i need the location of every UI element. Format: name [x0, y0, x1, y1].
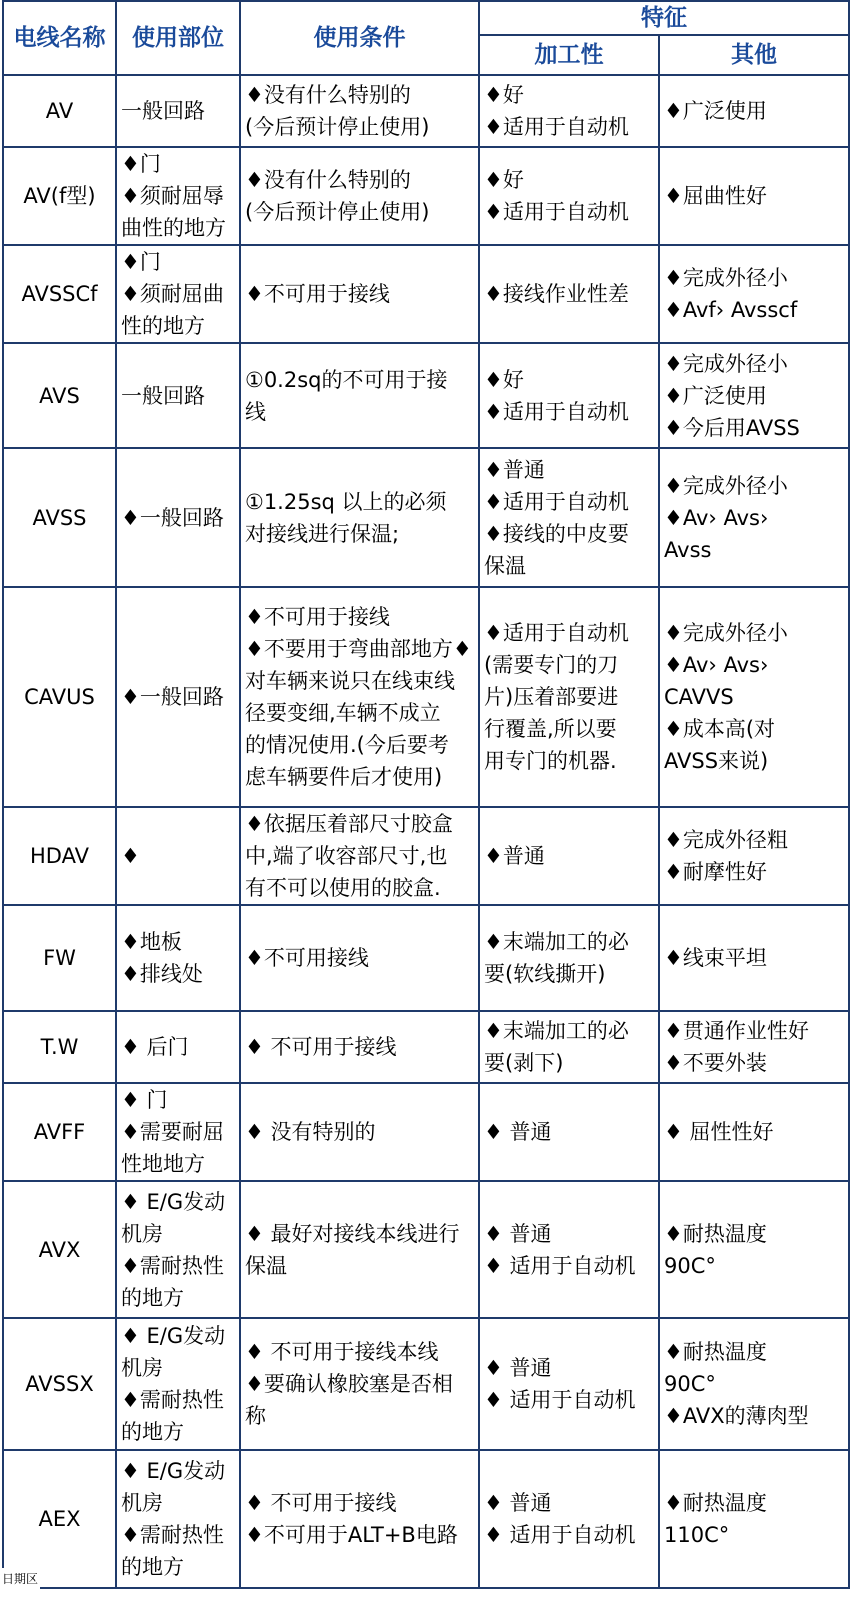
cell-processing [479, 245, 659, 343]
header-processing: 加工性 [479, 35, 659, 75]
cell-line: ♦ 屈性性好 [664, 1120, 774, 1144]
cell-line: 要(剥下) [484, 1051, 564, 1075]
cell-wire-name: HDAV [3, 807, 116, 905]
cell-line: ♦成本高(对 [664, 717, 776, 741]
cell-processing [479, 1011, 659, 1083]
cell-usage-condition [240, 147, 479, 245]
cell-line: ♦ 适用于自动机 [484, 1253, 636, 1278]
cell-line: 有不可以使用的胶盒. [245, 876, 441, 900]
cell-processing [479, 1083, 659, 1181]
cell-line: ♦须耐屈辱 [121, 184, 224, 208]
cell-line: ♦不要用于弯曲部地方♦ [245, 637, 472, 661]
cell-usage-condition [240, 1318, 479, 1450]
cell-line: 径要变细,车辆不成立 [245, 701, 441, 725]
cell-line: ♦ [121, 844, 140, 868]
table-row [3, 245, 849, 343]
cell-usage-condition [240, 1011, 479, 1083]
cell-usage-condition [240, 587, 479, 807]
cell-line: ♦ 普通 [484, 1491, 552, 1515]
cell-line: ♦耐热温度 [664, 1221, 767, 1246]
cell-line: ♦ 没有特别的 [245, 1120, 376, 1144]
cell-line: ♦完成外径小 [664, 351, 788, 376]
header-features: 特征 [479, 1, 849, 35]
cell-line: ①0.2sq的不可用于接 [245, 367, 448, 392]
table-body [3, 75, 849, 1588]
cell-line: ♦普通 [484, 844, 545, 868]
cell-processing [479, 807, 659, 905]
cell-usage-location [116, 1450, 240, 1588]
cell-wire-name: AVSSCf [3, 245, 116, 343]
cell-wire-name: AV [3, 75, 116, 147]
cell-line: ♦须耐屈曲 [121, 282, 224, 306]
cell-usage-location [116, 343, 240, 448]
cell-other [659, 1083, 849, 1181]
cell-line: ♦适用于自动机 [484, 399, 629, 424]
cell-line: ♦门 [121, 250, 161, 274]
cell-line: ♦ E/G发动 [121, 1459, 226, 1483]
cell-line: 一般回路 [121, 99, 205, 123]
table-row [3, 905, 849, 1011]
cell-line: ♦需耐热性 [121, 1388, 224, 1412]
table-row [3, 343, 849, 448]
cell-usage-condition [240, 905, 479, 1011]
cell-processing [479, 1450, 659, 1588]
cell-line: 线 [245, 399, 266, 424]
cell-line: ♦贯通作业性好 [664, 1019, 809, 1043]
cell-processing [479, 587, 659, 807]
cell-line: 90C° [664, 1372, 716, 1396]
cell-line: ♦适用于自动机 [484, 200, 629, 224]
cell-usage-location [116, 905, 240, 1011]
cell-other [659, 905, 849, 1011]
cell-line: 一般回路 [121, 383, 205, 408]
cell-processing [479, 905, 659, 1011]
cell-line: ♦没有什么特别的 [245, 168, 411, 192]
cell-other [659, 807, 849, 905]
cell-processing [479, 1318, 659, 1450]
cell-line: ♦ 门 [121, 1088, 168, 1112]
table-row [3, 1450, 849, 1588]
cell-line: ♦ E/G发动 [121, 1189, 226, 1214]
cell-processing [479, 448, 659, 587]
cell-line: ♦ 普通 [484, 1356, 552, 1380]
cell-other [659, 448, 849, 587]
cell-line: ♦ 最好对接线本线进行 [245, 1221, 460, 1246]
cell-line: ♦门 [121, 152, 161, 176]
cell-line: ♦依据压着部尺寸胶盒 [245, 812, 453, 836]
cell-line: 性的地方 [121, 314, 205, 338]
cell-line: ♦接线的中皮要 [484, 521, 629, 546]
cell-line: ♦要确认橡胶塞是否相 [245, 1372, 453, 1396]
cell-usage-condition [240, 1083, 479, 1181]
cell-wire-name: AVSS [3, 448, 116, 587]
cell-usage-condition [240, 1450, 479, 1588]
cell-line: 的地方 [121, 1285, 184, 1310]
cell-line: ♦屈曲性好 [664, 184, 767, 208]
cell-line: 对车辆来说只在线束线 [245, 669, 455, 693]
cell-line: 机房 [121, 1356, 163, 1380]
table-row [3, 1318, 849, 1450]
date-area-label: 日期区 [0, 1568, 40, 1590]
cell-wire-name: AV(f型) [3, 147, 116, 245]
cell-line: ♦ 适用于自动机 [484, 1388, 636, 1412]
cell-other [659, 1011, 849, 1083]
cell-usage-location [116, 1011, 240, 1083]
cell-line: ♦好 [484, 83, 524, 107]
cell-line: CAVVS [664, 685, 734, 709]
cell-line: ♦完成外径小 [664, 266, 788, 290]
cell-usage-location [116, 147, 240, 245]
cell-other [659, 343, 849, 448]
cell-usage-location [116, 807, 240, 905]
cell-line: 片)压着部要进 [484, 685, 619, 709]
cell-line: 曲性的地方 [121, 216, 226, 240]
cell-line: 中,端了收容部尺寸,也 [245, 844, 448, 868]
cell-line: 110C° [664, 1523, 730, 1547]
table-row [3, 448, 849, 587]
cell-wire-name: AVS [3, 343, 116, 448]
cell-other [659, 1450, 849, 1588]
cell-line: ♦适用于自动机 [484, 115, 629, 139]
cell-line: (今后预计停止使用) [245, 200, 430, 224]
cell-line: 对接线进行保温; [245, 521, 400, 546]
cell-wire-name: T.W [3, 1011, 116, 1083]
cell-line: ♦适用于自动机 [484, 489, 629, 514]
cell-line: 机房 [121, 1491, 163, 1515]
cell-other [659, 1181, 849, 1318]
cell-line: ♦末端加工的必 [484, 930, 629, 954]
cell-line: ♦不可用接线 [245, 946, 369, 970]
header-other: 其他 [659, 35, 849, 75]
table-row [3, 1011, 849, 1083]
cell-line: 机房 [121, 1221, 163, 1246]
cell-line: ♦线束平坦 [664, 946, 767, 970]
cell-usage-location [116, 75, 240, 147]
cell-line: ①1.25sq 以上的必须 [245, 489, 447, 514]
cell-line: ♦ E/G发动 [121, 1324, 226, 1348]
cell-usage-location [116, 448, 240, 587]
cell-line: ♦没有什么特别的 [245, 83, 411, 107]
cell-usage-condition [240, 75, 479, 147]
table-row [3, 1083, 849, 1181]
cell-usage-location [116, 245, 240, 343]
cell-other [659, 147, 849, 245]
cell-line: 行覆盖,所以要 [484, 717, 617, 741]
cell-usage-condition [240, 1181, 479, 1318]
header-usage-condition: 使用条件 [240, 1, 479, 75]
cell-line: 称 [245, 1404, 266, 1428]
cell-line: ♦不可用于接线 [245, 605, 390, 629]
cell-line: ♦一般回路 [121, 685, 224, 709]
cell-processing [479, 343, 659, 448]
cell-line: Avss [664, 537, 712, 562]
cell-wire-name: AVSSX [3, 1318, 116, 1450]
cell-wire-name: CAVUS [3, 587, 116, 807]
cell-usage-condition [240, 448, 479, 587]
cell-line: (需要专门的刀 [484, 653, 619, 677]
cell-usage-location [116, 1181, 240, 1318]
table-row [3, 587, 849, 807]
cell-processing [479, 147, 659, 245]
cell-line: ♦适用于自动机 [484, 621, 629, 645]
cell-line: ♦耐摩性好 [664, 860, 767, 884]
cell-line: ♦一般回路 [121, 505, 224, 530]
cell-wire-name: AVX [3, 1181, 116, 1318]
cell-line: 用专门的机器. [484, 749, 617, 773]
cell-wire-name: FW [3, 905, 116, 1011]
cell-line: ♦ 后门 [121, 1035, 189, 1059]
cell-line: 的情况使用.(今后要考 [245, 733, 449, 757]
cell-other [659, 75, 849, 147]
cell-other [659, 245, 849, 343]
cell-line: ♦不可用于接线 [245, 282, 390, 306]
cell-line: ♦Avf› Avsscf [664, 298, 798, 322]
header-usage-location: 使用部位 [116, 1, 240, 75]
cell-line: ♦Av› Avs› [664, 653, 769, 677]
cell-usage-location [116, 587, 240, 807]
cell-line: ♦耐热温度 [664, 1491, 767, 1515]
cell-line: ♦不可用于ALT+B电路 [245, 1523, 458, 1547]
cell-usage-condition [240, 343, 479, 448]
cell-line: ♦广泛使用 [664, 99, 767, 123]
cell-line: ♦普通 [484, 457, 545, 482]
cell-line: ♦耐热温度 [664, 1340, 767, 1364]
cell-other [659, 587, 849, 807]
cell-line: ♦完成外径粗 [664, 828, 788, 852]
cell-usage-location [116, 1318, 240, 1450]
cell-line: ♦ 适用于自动机 [484, 1523, 636, 1547]
table-row [3, 75, 849, 147]
cell-line: 保温 [245, 1253, 287, 1278]
cell-wire-name: AEX [3, 1450, 116, 1588]
wire-spec-table [2, 0, 850, 1589]
cell-line: ♦ 不可用于接线 [245, 1035, 397, 1059]
cell-other [659, 1318, 849, 1450]
cell-line: 的地方 [121, 1555, 184, 1579]
cell-line: 性地地方 [121, 1152, 205, 1176]
cell-line: ♦Av› Avs› [664, 505, 769, 530]
cell-usage-condition [240, 245, 479, 343]
cell-processing [479, 1181, 659, 1318]
table-row [3, 1181, 849, 1318]
cell-line: 的地方 [121, 1420, 184, 1444]
cell-line: ♦AVX的薄肉型 [664, 1404, 809, 1428]
table-row [3, 807, 849, 905]
cell-line: 要(软线撕开) [484, 962, 606, 986]
cell-line: ♦ 普通 [484, 1221, 552, 1246]
cell-line: ♦ 不可用于接线 [245, 1491, 397, 1515]
cell-line: ♦今后用AVSS [664, 415, 800, 440]
cell-line: ♦地板 [121, 930, 182, 954]
table-row [3, 147, 849, 245]
header-wire-name: 电线名称 [3, 1, 116, 75]
cell-line: ♦ 不可用于接线本线 [245, 1340, 439, 1364]
cell-line: (今后预计停止使用) [245, 115, 430, 139]
cell-usage-location [116, 1083, 240, 1181]
cell-line: AVSS来说) [664, 749, 769, 773]
cell-line: ♦需要耐屈 [121, 1120, 224, 1144]
cell-usage-condition [240, 807, 479, 905]
cell-line: ♦需耐热性 [121, 1253, 224, 1278]
cell-line: ♦末端加工的必 [484, 1019, 629, 1043]
cell-line: ♦排线处 [121, 962, 203, 986]
cell-line: ♦完成外径小 [664, 621, 788, 645]
cell-line: 保温 [484, 553, 526, 578]
cell-line: ♦接线作业性差 [484, 282, 629, 306]
cell-line: ♦不要外装 [664, 1051, 767, 1075]
cell-line: ♦需耐热性 [121, 1523, 224, 1547]
cell-line: 虑车辆要件后才使用) [245, 765, 443, 789]
cell-line: 90C° [664, 1253, 716, 1278]
cell-wire-name: AVFF [3, 1083, 116, 1181]
cell-processing [479, 75, 659, 147]
cell-line: ♦广泛使用 [664, 383, 767, 408]
cell-line: ♦好 [484, 168, 524, 192]
cell-line: ♦好 [484, 367, 524, 392]
cell-line: ♦完成外径小 [664, 473, 788, 498]
table-header [3, 1, 849, 75]
cell-line: ♦ 普通 [484, 1120, 552, 1144]
